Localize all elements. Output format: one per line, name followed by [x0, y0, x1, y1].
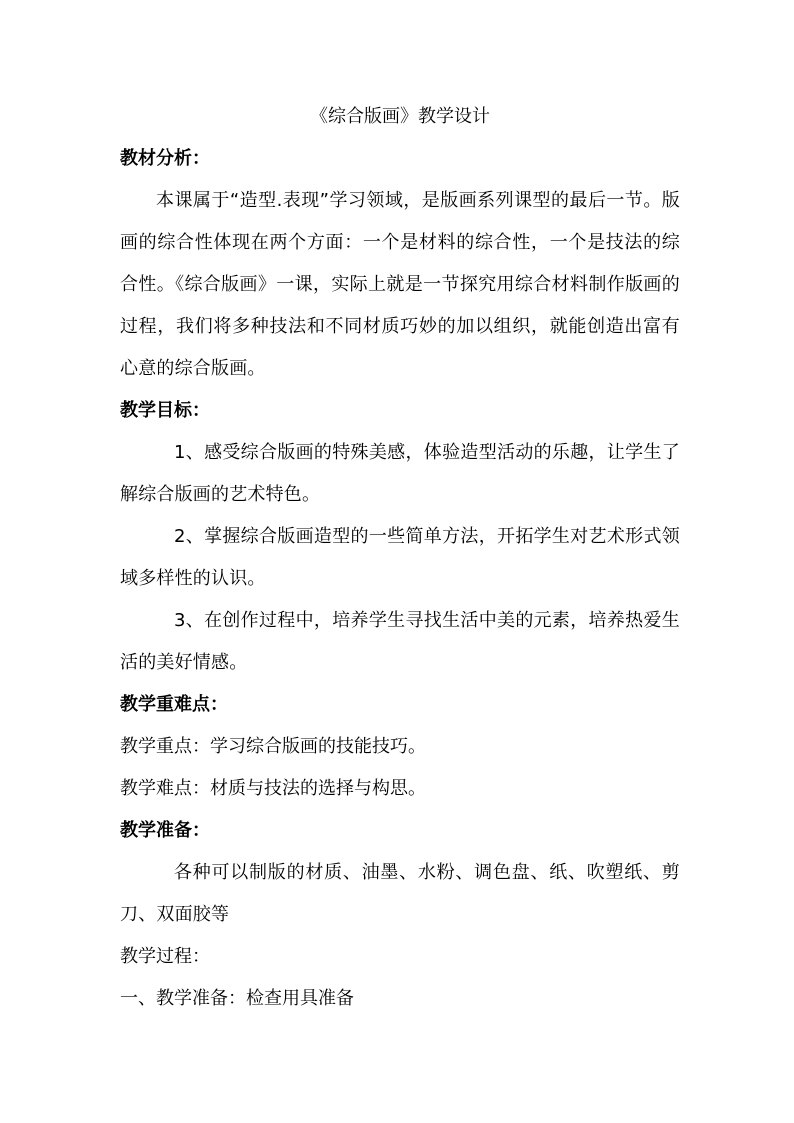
- key-point-focus: 教学重点：学习综合版画的技能技巧。: [120, 736, 426, 757]
- section-heading-key-points: 教学重难点：: [120, 694, 228, 715]
- section-heading-preparation: 教学准备：: [120, 820, 210, 841]
- section-heading-goals: 教学目标：: [120, 400, 210, 421]
- section-heading-process: 教学过程：: [120, 946, 210, 967]
- section-heading-analysis: 教材分析：: [120, 148, 210, 169]
- key-point-difficulty: 教学难点：材质与技法的选择与构思。: [120, 778, 426, 799]
- document-body: [120, 96, 680, 1020]
- analysis-paragraph: 本课属于“造型.表现”学习领域，是版画系列课型的最后一节。版画的综合性体现在两个方面：一个是材料的综合性，一个是技法的综合性。《综合版画》一课，实际上就是一节探究用综合材料制作版画的过程，我们将多种技法和不同材质巧妙的加以组织，就能创造出富有心意的综合版画。: [120, 190, 680, 379]
- document-title: 《综合版画》教学设计: [310, 106, 490, 127]
- goal-item-2: 2、掌握综合版画造型的一些简单方法，开拓学生对艺术形式领域多样性的认识。: [120, 526, 680, 589]
- preparation-paragraph: 各种可以制版的材质、油墨、水粉、调色盘、纸、吹塑纸、剪刀、双面胶等: [120, 862, 680, 925]
- process-step-1: 一、教学准备：检查用具准备: [120, 988, 354, 1009]
- goal-item-1: 1、感受综合版画的特殊美感，体验造型活动的乐趣，让学生了解综合版画的艺术特色。: [120, 442, 680, 505]
- goal-item-3: 3、在创作过程中，培养学生寻找生活中美的元素，培养热爱生活的美好情感。: [120, 610, 680, 673]
